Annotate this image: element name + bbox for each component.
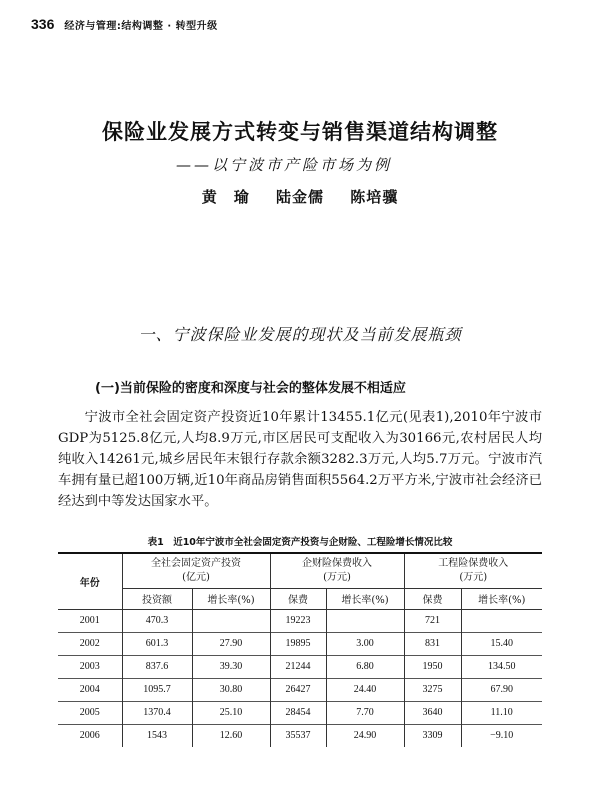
table-cell-year: 2006 <box>58 724 122 747</box>
article-subtitle: ——以宁波市产险市场为例 <box>176 156 393 174</box>
table-cell: 1370.4 <box>122 701 192 724</box>
author-name: 黄 瑜 <box>201 188 250 206</box>
table-cell-year: 2005 <box>58 701 122 724</box>
table-cell: 3309 <box>404 724 461 747</box>
table-cell: 24.90 <box>326 724 404 747</box>
table-cell: 12.60 <box>192 724 270 747</box>
table-cell: 35537 <box>270 724 326 747</box>
table-cell <box>192 609 270 632</box>
table-cell-year: 2004 <box>58 678 122 701</box>
table-cell: 470.3 <box>122 609 192 632</box>
author-name: 陈培骥 <box>350 188 399 206</box>
table-subheader: 增长率(%) <box>192 588 270 609</box>
table-cell: 30.80 <box>192 678 270 701</box>
table-subheader: 增长率(%) <box>461 588 542 609</box>
table-cell: 7.70 <box>326 701 404 724</box>
group-title: 企财险保费收入 <box>302 557 372 569</box>
table-subheader: 投资额 <box>122 588 192 609</box>
table-row <box>58 724 542 747</box>
table-cell: 27.90 <box>192 632 270 655</box>
article-title: 保险业发展方式转变与销售渠道结构调整 <box>102 120 498 144</box>
table-caption: 表1 近10年宁波市全社会固定资产投资与企财险、工程险增长情况比较 <box>147 537 453 548</box>
table-cell: 11.10 <box>461 701 542 724</box>
table-row <box>58 609 542 632</box>
group-unit: (亿元) <box>182 571 210 583</box>
table-cell: 3.00 <box>326 632 404 655</box>
table-cell: 15.40 <box>461 632 542 655</box>
table-cell-year: 2003 <box>58 655 122 678</box>
table-cell-year: 2001 <box>58 609 122 632</box>
table-subheader: 保费 <box>404 588 461 609</box>
data-table <box>58 552 542 747</box>
author-name: 陆金儒 <box>275 188 324 206</box>
table-row <box>58 655 542 678</box>
table-cell: 3275 <box>404 678 461 701</box>
table-cell <box>326 609 404 632</box>
authors <box>0 186 600 207</box>
section-heading: 一、宁波保险业发展的现状及当前发展瓶颈 <box>138 325 462 344</box>
table-group-header <box>270 553 404 588</box>
table-cell: −9.10 <box>461 724 542 747</box>
running-head: 经济与管理:结构调整 · 转型升级 <box>64 21 218 32</box>
group-unit: (万元) <box>459 571 488 583</box>
table-row <box>58 678 542 701</box>
table-cell: 134.50 <box>461 655 542 678</box>
group-title: 全社会固定资产投资 <box>151 557 241 569</box>
table-cell: 21244 <box>270 655 326 678</box>
table-cell: 1543 <box>122 724 192 747</box>
table-cell: 26427 <box>270 678 326 701</box>
group-title: 工程险保费收入 <box>438 557 509 569</box>
page-header <box>31 16 570 32</box>
table-cell: 24.40 <box>326 678 404 701</box>
table-cell: 831 <box>404 632 461 655</box>
table-cell: 6.80 <box>326 655 404 678</box>
table-row <box>58 632 542 655</box>
table-cell: 721 <box>404 609 461 632</box>
table-cell: 25.10 <box>192 701 270 724</box>
table-cell: 837.6 <box>122 655 192 678</box>
table-cell <box>461 609 542 632</box>
table-group-header <box>404 553 542 588</box>
table-cell: 19223 <box>270 609 326 632</box>
table-cell: 67.90 <box>461 678 542 701</box>
table-group-header <box>122 553 270 588</box>
table-cell: 1950 <box>404 655 461 678</box>
table-cell: 28454 <box>270 701 326 724</box>
table-cell: 19895 <box>270 632 326 655</box>
table-header-year: 年份 <box>58 553 122 609</box>
table-cell: 1095.7 <box>122 678 192 701</box>
group-unit: (万元) <box>323 571 351 583</box>
table-cell: 601.3 <box>122 632 192 655</box>
table-subheader: 增长率(%) <box>326 588 404 609</box>
table-row <box>58 701 542 724</box>
table-cell: 39.30 <box>192 655 270 678</box>
subsection-heading: (一)当前保险的密度和深度与社会的整体发展不相适应 <box>95 381 406 396</box>
page-number: 336 <box>31 16 55 32</box>
table-cell-year: 2002 <box>58 632 122 655</box>
body-paragraph: 宁波市全社会固定资产投资近10年累计13455.1亿元(见表1),2010年宁波市GDP为5125.8亿元,人均8.9万元,市区居民可支配收入为30166元,农村居民人均纯收入14261元,城乡居民年末银行存款余额3282.3万元,人均5.7万元。宁波市汽车拥有量已超100万辆,近10年商品房销售面积5564.2万平方米,宁波市社会经济已经达到中等发达国家水平。 <box>58 410 542 509</box>
table-cell: 3640 <box>404 701 461 724</box>
table-subheader: 保费 <box>270 588 326 609</box>
